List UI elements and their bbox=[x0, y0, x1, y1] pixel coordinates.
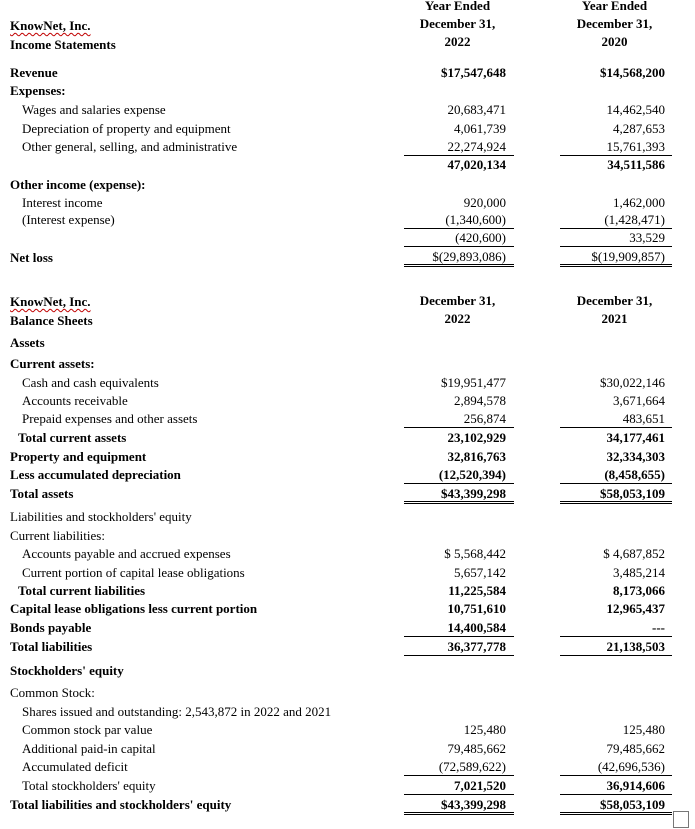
total-liab-equity-value-2: $58,053,109 bbox=[600, 797, 665, 812]
total-equity-value-1: 7,021,520 bbox=[454, 778, 506, 793]
current-liab-label: Current liabilities: bbox=[10, 528, 105, 543]
revenue-value-1: $17,547,648 bbox=[441, 65, 506, 80]
double-underline bbox=[560, 812, 672, 815]
expenses-label: Expenses: bbox=[10, 83, 66, 98]
underline bbox=[404, 775, 514, 776]
current-asset-label: Cash and cash equivalents bbox=[22, 375, 159, 390]
expenses-total-2: 34,511,586 bbox=[607, 157, 665, 172]
balance-col2-header-line: 2021 bbox=[601, 311, 628, 326]
expense-value-1: 20,683,471 bbox=[447, 102, 506, 117]
revenue-value-2: $14,568,200 bbox=[600, 65, 665, 80]
ppe-value-2: 32,334,303 bbox=[606, 449, 665, 464]
equity-item-value-2: 79,485,662 bbox=[606, 741, 665, 756]
total-current-liab-value-2: 8,173,066 bbox=[613, 583, 665, 598]
current-asset-value-2: 483,651 bbox=[622, 411, 665, 426]
underline bbox=[404, 655, 514, 656]
total-liab-equity-value-1: $43,399,298 bbox=[441, 797, 506, 812]
equity-label: Stockholders' equity bbox=[10, 663, 124, 678]
total-assets-value-2: $58,053,109 bbox=[600, 486, 665, 501]
current-asset-label: Prepaid expenses and other assets bbox=[22, 411, 198, 426]
other-value-1: (1,340,600) bbox=[445, 212, 506, 227]
expense-value-2: 4,287,653 bbox=[613, 121, 665, 136]
assets-label: Assets bbox=[10, 335, 45, 350]
current-asset-value-1: 256,874 bbox=[463, 411, 506, 426]
income-col1-header-line: December 31, bbox=[419, 16, 496, 31]
common-stock-label: Common Stock: bbox=[10, 685, 95, 700]
capital-lease-value-2: 12,965,437 bbox=[606, 601, 665, 616]
underline bbox=[404, 228, 514, 229]
underline bbox=[560, 228, 672, 229]
underline bbox=[404, 636, 514, 637]
underline bbox=[404, 427, 514, 428]
double-underline bbox=[404, 812, 514, 815]
double-underline bbox=[404, 264, 514, 267]
paste-options-icon[interactable] bbox=[673, 811, 689, 828]
income-col2-header-line: December 31, bbox=[576, 16, 653, 31]
balance-col2-header bbox=[557, 292, 672, 328]
underline bbox=[560, 483, 672, 484]
total-current-liab-label: Total current liabilities bbox=[18, 583, 146, 598]
double-underline bbox=[560, 264, 672, 267]
current-asset-value-1: $19,951,477 bbox=[441, 375, 506, 390]
total-liab-equity-label: Total liabilities and stockholders' equity bbox=[10, 797, 232, 812]
total-equity-value-2: 36,914,606 bbox=[606, 778, 665, 793]
equity-item-value-1: 125,480 bbox=[463, 722, 506, 737]
net-loss-label: Net loss bbox=[10, 250, 53, 265]
current-asset-value-1: 2,894,578 bbox=[454, 393, 506, 408]
current-assets-label: Current assets: bbox=[10, 356, 95, 371]
underline bbox=[560, 655, 672, 656]
equity-item-value-1: 79,485,662 bbox=[447, 741, 506, 756]
revenue-label: Revenue bbox=[10, 65, 58, 80]
expense-value-1: 22,274,924 bbox=[447, 139, 506, 154]
underline bbox=[404, 794, 514, 795]
double-underline bbox=[560, 501, 672, 504]
equity-item-label: Common stock par value bbox=[22, 722, 153, 737]
other-value-2: 1,462,000 bbox=[613, 195, 665, 210]
other-value-1: 920,000 bbox=[463, 195, 506, 210]
capital-lease-label: Capital lease obligations less current portion bbox=[10, 601, 258, 616]
underline bbox=[560, 427, 672, 428]
balance-company-text: KnowNet, Inc. bbox=[10, 294, 91, 309]
total-equity-label: Total stockholders' equity bbox=[22, 778, 156, 793]
double-underline bbox=[404, 501, 514, 504]
ppe-value-1: 32,816,763 bbox=[447, 449, 506, 464]
current-liab-item-label: Current portion of capital lease obligations bbox=[22, 565, 245, 580]
expenses-total-1: 47,020,134 bbox=[447, 157, 506, 172]
income-statement-title: Income Statements bbox=[10, 37, 116, 52]
bonds-value-2: --- bbox=[652, 620, 665, 635]
underline bbox=[404, 483, 514, 484]
balance-sheet-title: Balance Sheets bbox=[10, 313, 93, 328]
other-label: Interest income bbox=[22, 195, 103, 210]
total-current-liab-value-1: 11,225,584 bbox=[448, 583, 506, 598]
underline bbox=[560, 794, 672, 795]
income-col2-header bbox=[557, 0, 672, 51]
capital-lease-value-1: 10,751,610 bbox=[447, 601, 506, 616]
expense-label: Depreciation of property and equipment bbox=[22, 121, 231, 136]
accum-dep-label: Less accumulated depreciation bbox=[10, 467, 181, 482]
total-current-assets-label: Total current assets bbox=[18, 430, 127, 445]
total-liab-value-2: 21,138,503 bbox=[606, 639, 665, 654]
expense-label: Wages and salaries expense bbox=[22, 102, 166, 117]
balance-company-name bbox=[10, 294, 91, 309]
total-liab-value-1: 36,377,778 bbox=[447, 639, 506, 654]
other-total-1: (420,600) bbox=[455, 230, 506, 245]
income-col1-header-line: Year Ended bbox=[424, 0, 491, 13]
balance-col1-header-line: 2022 bbox=[444, 311, 471, 326]
expense-value-2: 15,761,393 bbox=[606, 139, 665, 154]
other-value-2: (1,428,471) bbox=[604, 212, 665, 227]
net-loss-value-2: $(19,909,857) bbox=[591, 249, 665, 264]
current-asset-value-2: 3,671,664 bbox=[613, 393, 665, 408]
income-col2-header-line: 2020 bbox=[601, 34, 628, 49]
balance-col2-header-line: December 31, bbox=[576, 293, 653, 308]
total-assets-value-1: $43,399,298 bbox=[441, 486, 506, 501]
income-col1-header-line: 2022 bbox=[444, 34, 471, 49]
other-total-2: 33,529 bbox=[629, 230, 665, 245]
underline bbox=[404, 155, 514, 156]
underline bbox=[560, 246, 672, 247]
current-liab-value-2: 3,485,214 bbox=[613, 565, 665, 580]
net-loss-value-1: $(29,893,086) bbox=[432, 249, 506, 264]
shares-line: Shares issued and outstanding: 2,543,872 in 2022 and 2021 bbox=[22, 704, 332, 719]
current-asset-value-2: $30,022,146 bbox=[600, 375, 665, 390]
current-liab-value-1: 5,657,142 bbox=[454, 565, 506, 580]
total-assets-label: Total assets bbox=[10, 486, 74, 501]
equity-item-value-1: (72,589,622) bbox=[438, 759, 506, 774]
equity-item-label: Additional paid-in capital bbox=[22, 741, 156, 756]
expense-label: Other general, selling, and administrative bbox=[22, 139, 238, 154]
current-liab-item-label: Accounts payable and accrued expenses bbox=[22, 546, 231, 561]
balance-col1-header-line: December 31, bbox=[419, 293, 496, 308]
underline bbox=[404, 246, 514, 247]
balance-col1-header bbox=[400, 292, 515, 328]
income-company-text: KnowNet, Inc. bbox=[10, 18, 91, 33]
expense-value-1: 4,061,739 bbox=[454, 121, 506, 136]
ppe-label: Property and equipment bbox=[10, 449, 147, 464]
expense-value-2: 14,462,540 bbox=[606, 102, 665, 117]
other-label: (Interest expense) bbox=[22, 212, 115, 227]
accum-dep-value-2: (8,458,655) bbox=[604, 467, 665, 482]
bonds-label: Bonds payable bbox=[10, 620, 92, 635]
total-current-assets-value-2: 34,177,461 bbox=[606, 430, 665, 445]
underline bbox=[560, 775, 672, 776]
income-col1-header bbox=[400, 0, 515, 51]
current-asset-label: Accounts receivable bbox=[22, 393, 128, 408]
equity-item-value-2: 125,480 bbox=[622, 722, 665, 737]
income-company-name bbox=[10, 18, 91, 33]
total-current-assets-value-1: 23,102,929 bbox=[447, 430, 506, 445]
bonds-value-1: 14,400,584 bbox=[447, 620, 506, 635]
equity-item-value-2: (42,696,536) bbox=[597, 759, 665, 774]
income-col2-header-line: Year Ended bbox=[581, 0, 648, 13]
equity-item-label: Accumulated deficit bbox=[22, 759, 128, 774]
underline bbox=[560, 155, 672, 156]
current-liab-value-1: $ 5,568,442 bbox=[444, 546, 506, 561]
current-liab-value-2: $ 4,687,852 bbox=[603, 546, 665, 561]
other-income-label: Other income (expense): bbox=[10, 177, 146, 192]
accum-dep-value-1: (12,520,394) bbox=[438, 467, 506, 482]
total-liab-label: Total liabilities bbox=[10, 639, 93, 654]
liab-equity-label: Liabilities and stockholders' equity bbox=[10, 509, 192, 524]
underline bbox=[560, 636, 672, 637]
